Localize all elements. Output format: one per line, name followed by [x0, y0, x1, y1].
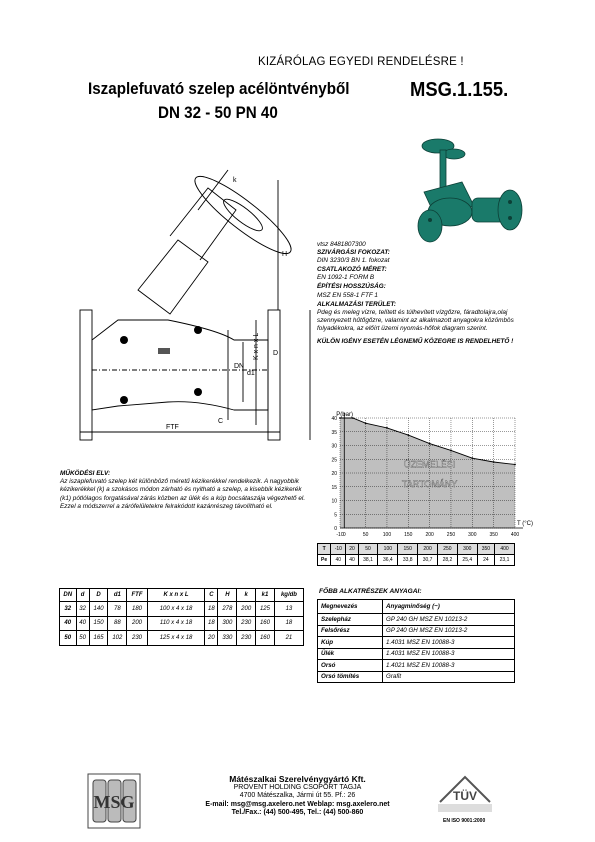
dim-table-cell: 230 — [237, 616, 256, 631]
dim-table-cell: 140 — [89, 602, 108, 617]
dim-table-header: d1 — [108, 589, 127, 602]
materials-row — [318, 625, 515, 637]
materials-cell: Felsőrész — [318, 625, 383, 637]
spec-value: MSZ EN 558-1 FTF 1 — [317, 291, 378, 299]
spec-block — [317, 241, 532, 346]
dim-table-cell: 32 — [76, 602, 89, 617]
spec-heading: ÉPÍTÉSI HOSSZÚSÁG: — [317, 283, 386, 291]
spec-value: Pdeg és meleg vízre, telített és túlhevített vízgőzre, fáradtolajra,olaj szennyezett hűtőgőzre, valamint az alkalmazott anyagokra közömbös folyadékokra, az előírt üzemi nyomás-hőfok diagram szerint. — [317, 308, 514, 332]
dim-table-cell: 330 — [218, 631, 237, 646]
dim-table-cell: 21 — [274, 631, 303, 646]
y-tick-label: 10 — [331, 498, 337, 505]
dim-label-h: H — [282, 251, 288, 258]
dim-table-cell: 300 — [218, 616, 237, 631]
dim-table-cell: 40 — [76, 616, 89, 631]
materials-cell: Orsó — [318, 660, 383, 672]
pt-table-cell: 100 — [378, 544, 398, 555]
dim-table-cell: 278 — [218, 602, 237, 617]
materials-row — [318, 614, 515, 626]
materials-title: FŐBB ALKATRÉSZEK ANYAGAI: — [319, 588, 422, 595]
dim-table-header: D — [89, 589, 108, 602]
msg-logo-text: MSG — [93, 792, 135, 812]
y-tick-label: 25 — [331, 457, 337, 464]
spec-heading: ALKALMAZÁSI TERÜLET: — [317, 300, 397, 308]
dim-table-cell: 160 — [256, 616, 275, 631]
exclusive-order-note: KIZÁRÓLAG EGYEDI RENDELÉSRE ! — [258, 56, 464, 68]
dim-table-cell: 200 — [237, 602, 256, 617]
dim-label-kxnxl: K x n x L — [253, 332, 260, 360]
email-link[interactable]: msg@msg.axelero.net — [230, 800, 306, 808]
pt-table-cell: T — [318, 544, 331, 555]
valve-technical-drawing — [58, 170, 308, 450]
pt-table-row — [318, 544, 515, 555]
dim-table-cell: 110 x 4 x 18 — [147, 616, 205, 631]
pt-table-cell: 24 — [477, 555, 494, 566]
spec-value: DIN 3230/3 BN 1. fokozat — [317, 257, 390, 265]
dim-label-d1: d1 — [247, 370, 255, 377]
dim-table-cell: 32 — [60, 602, 77, 617]
materials-cell: 1.4031 MSZ EN 10088-3 — [383, 637, 515, 649]
pt-table-cell: 40 — [346, 555, 358, 566]
web-label: Weblap: — [307, 800, 335, 808]
dim-table-cell: 78 — [108, 602, 127, 617]
materials-cell: GP 240 GH MSZ EN 10213-2 — [383, 614, 515, 626]
valve-3d-image — [410, 132, 540, 244]
y-tick-label: 35 — [331, 429, 337, 436]
dim-table-header: k — [237, 589, 256, 602]
tuv-logo-text: TÜV — [453, 789, 477, 803]
dim-table-header: DN — [60, 589, 77, 602]
pt-table-cell: 250 — [438, 544, 458, 555]
materials-cell: GP 240 GH MSZ EN 10213-2 — [383, 625, 515, 637]
data-point — [493, 461, 495, 463]
data-point — [450, 450, 452, 452]
operating-range-label: ÜZEMELÉSI — [404, 459, 456, 470]
data-point — [471, 457, 473, 459]
x-tick-label: 50 — [362, 532, 369, 538]
dim-table-cell: 180 — [127, 602, 148, 617]
principle-text: Az iszaplefuvató szelep két különböző méretű kézikerékkel rendelkezik. A nagyobbik kézikerékkel (k) a szokásos módon zárható és nyitható a szelep, a kisebbik kézikerék (k1) pótlólagos forgatásával zárás közben az ülék és a kúp bocsátaszája végezhető el. Ezzel a módszerrel a zárófelületekre felrakódott kazánrészeg távolítható el. — [60, 478, 306, 510]
x-tick-label: 250 — [446, 532, 456, 538]
materials-cell: Grafit — [383, 671, 515, 683]
principle-heading: MŰKÖDÉSI ELV: — [60, 470, 111, 477]
materials-cell: Kúp — [318, 637, 383, 649]
web-link[interactable]: msg.axelero.net — [336, 800, 390, 808]
pt-table-cell: 30,7 — [418, 555, 438, 566]
data-point — [407, 434, 409, 436]
materials-table — [317, 599, 515, 683]
product-code: MSG.1.155. — [410, 79, 509, 101]
spec-value: EN 1092-1 FORM B — [317, 274, 375, 282]
spec-heading: CSATLAKOZÓ MÉRET: — [317, 266, 387, 274]
dim-label-dn: DN — [234, 363, 245, 370]
pt-table-cell: 36,4 — [378, 555, 398, 566]
company-phone: Tel./Fax.: (44) 500-495, Tel.: (44) 500-860 — [231, 809, 364, 817]
pt-table-cell: 50 — [358, 544, 378, 555]
dim-table-cell: 230 — [127, 631, 148, 646]
materials-cell: Ülék — [318, 648, 383, 660]
tuv-cert-number: EN ISO 9001:2000 — [443, 818, 486, 824]
dim-table-cell: 102 — [108, 631, 127, 646]
dim-table-header: FTF — [127, 589, 148, 602]
pt-table-cell: 150 — [398, 544, 418, 555]
materials-header-material: Anyagminőség (~) — [383, 600, 515, 614]
dim-table-cell: 50 — [60, 631, 77, 646]
msg-logo — [86, 772, 142, 830]
email-label: E-mail: — [205, 800, 229, 808]
dim-table-cell: 50 — [76, 631, 89, 646]
pt-table-cell: 23,1 — [495, 555, 515, 566]
data-point — [386, 427, 388, 429]
dim-table-cell: 125 x 4 x 18 — [147, 631, 205, 646]
dim-label-c: C — [218, 418, 224, 425]
customs-code: vtsz 8481807300 — [317, 241, 366, 248]
dim-table-cell: 18 — [205, 602, 218, 617]
pt-table-row — [318, 555, 515, 566]
data-point — [365, 422, 367, 424]
y-axis-label: P(bar) — [336, 412, 353, 418]
dim-table-row — [60, 602, 304, 617]
dim-table-cell: 160 — [256, 631, 275, 646]
dim-table-cell: 230 — [237, 631, 256, 646]
x-tick-label: 150 — [404, 532, 413, 538]
dim-table-row — [60, 616, 304, 631]
company-address: 4700 Mátészalka, Jármi út 55. Pf.: 26 — [239, 792, 356, 800]
dim-table-cell: 40 — [60, 616, 77, 631]
dim-table-header: K x n x L — [147, 589, 205, 602]
company-block — [175, 775, 420, 818]
x-tick-label: 100 — [382, 532, 392, 538]
y-tick-label: 5 — [334, 512, 337, 519]
y-tick-label: 30 — [331, 443, 337, 450]
pt-table-cell: 28,2 — [438, 555, 458, 566]
dim-table-row — [60, 631, 304, 646]
pt-table-cell: 25,4 — [457, 555, 477, 566]
dim-table-cell: 165 — [89, 631, 108, 646]
company-group: PROVENT HOLDING CSOPORT TAGJA — [233, 783, 362, 791]
materials-cell: Orsó tömítés — [318, 671, 383, 683]
dim-table-cell: 100 x 4 x 18 — [147, 602, 205, 617]
data-point — [429, 443, 431, 445]
materials-cell: 1.4021 MSZ EN 10088-3 — [383, 660, 515, 672]
x-tick-label: 0 — [342, 532, 346, 538]
dim-table-cell: 150 — [89, 616, 108, 631]
gas-medium-note: KÜLÖN IGÉNY ESETÉN LÉGNEMŰ KÖZEGRE IS RENDELHETŐ ! — [317, 338, 514, 346]
dim-table-header: k1 — [256, 589, 275, 602]
dim-table-cell: 18 — [205, 616, 218, 631]
data-point — [514, 464, 516, 466]
dimension-table — [59, 588, 304, 646]
materials-row — [318, 637, 515, 649]
x-tick-label: 300 — [468, 532, 477, 538]
dim-table-header: kg/db — [274, 589, 303, 602]
page-subtitle: DN 32 - 50 PN 40 — [158, 104, 278, 122]
materials-row — [318, 660, 515, 672]
pt-table-cell: 400 — [495, 544, 515, 555]
dim-table-header: d — [76, 589, 89, 602]
dim-table-header: H — [218, 589, 237, 602]
dim-table-cell: 13 — [274, 602, 303, 617]
dim-table-cell: 200 — [127, 616, 148, 631]
materials-cell: Szelepház — [318, 614, 383, 626]
dim-table-cell: 88 — [108, 616, 127, 631]
dim-label-d: D — [273, 350, 279, 357]
pt-table-cell: 33,8 — [398, 555, 418, 566]
pt-table-cell: 300 — [457, 544, 477, 555]
pt-table-cell: 40 — [331, 555, 346, 566]
x-tick-label: 200 — [425, 532, 434, 538]
pt-table-cell: Pe — [318, 555, 331, 566]
tuv-logo — [430, 772, 500, 824]
x-tick-label: 350 — [489, 532, 498, 538]
dim-table-header: C — [205, 589, 218, 602]
y-tick-label: 15 — [331, 484, 337, 491]
y-tick-label: 40 — [331, 416, 337, 422]
spec-heading: SZIVÁRGÁSI FOKOZAT: — [317, 249, 390, 257]
y-tick-label: 20 — [331, 471, 337, 477]
pressure-temperature-table — [317, 543, 515, 566]
operating-range-label: TARTOMÁNY — [401, 478, 458, 489]
dim-label-k: k — [233, 177, 237, 184]
pt-table-cell: 20 — [346, 544, 358, 555]
dim-label-ftf: FTF — [166, 424, 179, 431]
dim-table-cell: 18 — [274, 616, 303, 631]
x-tick-label: -10 — [336, 532, 344, 538]
pt-table-cell: 350 — [477, 544, 494, 555]
pt-table-cell: -10 — [331, 544, 346, 555]
materials-row — [318, 648, 515, 660]
dim-table-cell: 125 — [256, 602, 275, 617]
dim-table-cell: 20 — [205, 631, 218, 646]
x-tick-label: 400 — [510, 532, 520, 538]
x-axis-label: T (°C) — [517, 521, 533, 527]
working-principle — [60, 470, 310, 511]
company-name: Mátészalkai Szerelvénygyártó Kft. — [229, 774, 366, 784]
materials-cell: 1.4031 MSZ EN 10088-3 — [383, 648, 515, 660]
pt-table-cell: 200 — [418, 544, 438, 555]
y-tick-label: 0 — [334, 526, 337, 532]
page-title: Iszaplefuvató szelep acélöntvényből — [88, 80, 350, 98]
pt-table-cell: 38,1 — [358, 555, 378, 566]
materials-row — [318, 671, 515, 683]
materials-header-name: Megnevezés — [318, 600, 383, 614]
pressure-temperature-chart — [315, 408, 533, 543]
